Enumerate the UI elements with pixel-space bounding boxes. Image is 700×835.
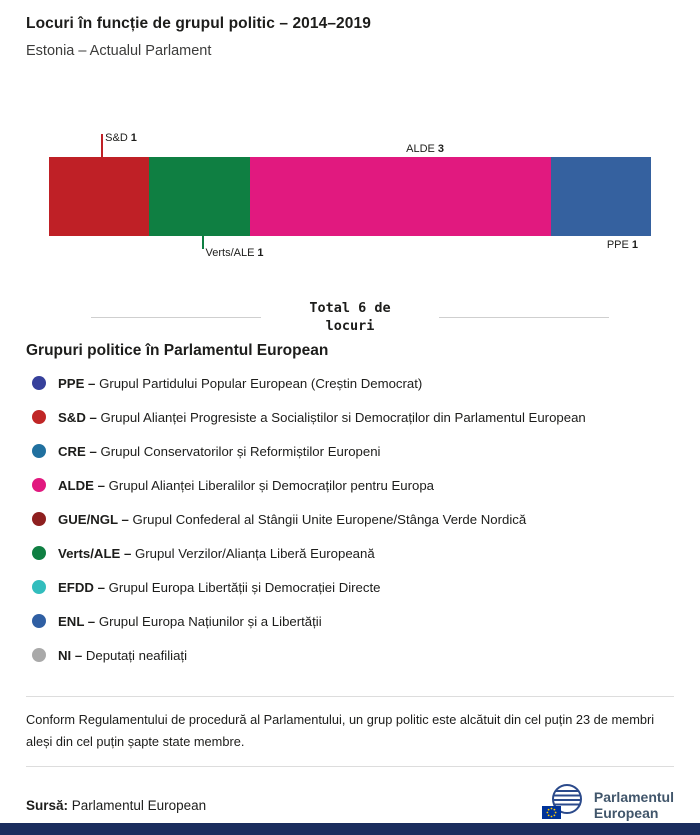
legend-desc-s-d: Grupul Alianței Progresiste a Socialiștilor si Democraților din Parlamentul European <box>100 409 586 425</box>
bar-segment-ppe[interactable] <box>551 157 651 236</box>
legend-abbr-ni: NI – <box>58 647 86 663</box>
chart-area <box>49 117 651 277</box>
legend-item-efdd <box>26 570 674 604</box>
legend-heading: Grupuri politice în Parlamentul European <box>26 342 329 360</box>
legend-item-cre <box>26 434 674 468</box>
legend-desc-enl: Grupul Europa Națiunilor și a Libertății <box>98 613 322 629</box>
total-seats-line1: Total 6 de <box>309 300 391 316</box>
source-text <box>26 798 206 813</box>
bar-segment-verts-ale[interactable] <box>149 157 249 236</box>
legend-abbr-efdd: EFDD – <box>58 579 109 595</box>
legend-text-cre <box>58 444 381 459</box>
page-title: Locuri în funcție de grupul politic – 2014–2019 <box>26 15 371 32</box>
bar-label-group-verts-ale: Verts/ALE <box>205 247 255 259</box>
legend-desc-ppe: Grupul Partidului Popular European (Creștin Democrat) <box>99 375 423 391</box>
legend-text-s-d <box>58 410 586 425</box>
page-subtitle: Estonia – Actualul Parlament <box>26 43 212 59</box>
seat-bar <box>49 157 651 236</box>
legend-item-enl <box>26 604 674 638</box>
divider-source <box>26 766 674 767</box>
legend-dot-enl-icon <box>32 614 46 628</box>
legend-item-ni <box>26 638 674 672</box>
bar-label-verts-ale <box>206 247 264 259</box>
total-left-rule <box>91 317 261 318</box>
footer-bar <box>0 823 700 835</box>
bar-label-group-s-d: S&D <box>105 132 128 144</box>
legend-item-ppe <box>26 366 674 400</box>
bar-segment-alde[interactable] <box>250 157 551 236</box>
callout-line-verts-ale <box>202 236 204 249</box>
legend-abbr-alde: ALDE – <box>58 477 109 493</box>
eu-flag-icon <box>542 806 561 819</box>
footnote: Conform Regulamentului de procedură al Parlamentului, un grup politic este alcătuit din cel puțin 23 de membri aleși din cel puțin șapte state membre. <box>26 712 655 749</box>
legend-text-ni <box>58 648 187 663</box>
legend-dot-alde-icon <box>32 478 46 492</box>
ep-logo-line1: Parlamentul <box>593 789 674 806</box>
total-seats-line2: locuri <box>325 318 375 335</box>
callout-line-s-d <box>101 134 103 157</box>
legend-dot-efdd-icon <box>32 580 46 594</box>
divider-footnote <box>26 696 674 697</box>
legend-text-ppe <box>58 376 422 391</box>
bar-label-seats-verts-ale: 1 <box>257 247 264 259</box>
ep-logo-text <box>594 789 674 821</box>
legend-abbr-verts-ale: Verts/ALE – <box>58 545 135 561</box>
legend-list <box>26 366 674 672</box>
legend-desc-efdd: Grupul Europa Libertății și Democrației Directe <box>108 579 381 595</box>
legend-text-alde <box>58 478 434 493</box>
total-seats-label <box>275 299 425 335</box>
legend-abbr-ppe: PPE – <box>58 375 100 391</box>
legend-item-verts-ale <box>26 536 674 570</box>
source-value: Parlamentul European <box>71 797 207 813</box>
legend-text-gue-ngl <box>58 512 526 527</box>
legend-desc-verts-ale: Grupul Verzilor/Alianța Liberă Europeană <box>134 545 375 561</box>
legend-dot-cre-icon <box>32 444 46 458</box>
legend-desc-gue-ngl: Grupul Confederal al Stângii Unite Europene/Stânga Verde Nordică <box>132 511 527 527</box>
source-label: Sursă: <box>26 797 69 813</box>
legend-dot-gue-ngl-icon <box>32 512 46 526</box>
ep-logo-mark-icon <box>540 783 586 828</box>
bar-label-s-d <box>105 132 137 144</box>
legend-text-verts-ale <box>58 546 375 561</box>
legend-abbr-enl: ENL – <box>58 613 99 629</box>
bar-label-alde <box>406 143 444 155</box>
legend-desc-cre: Grupul Conservatorilor și Reformiștilor Europeni <box>100 443 381 459</box>
legend-item-s-d <box>26 400 674 434</box>
legend-abbr-cre: CRE – <box>58 443 101 459</box>
bar-label-ppe <box>607 239 638 251</box>
legend-text-efdd <box>58 580 380 595</box>
bar-label-group-alde: ALDE <box>406 143 435 155</box>
legend-desc-ni: Deputați neafiliați <box>85 647 188 663</box>
legend-dot-verts-ale-icon <box>32 546 46 560</box>
legend-dot-s-d-icon <box>32 410 46 424</box>
legend-dot-ni-icon <box>32 648 46 662</box>
bar-label-seats-ppe: 1 <box>631 239 638 251</box>
ep-logo[interactable] <box>540 783 674 828</box>
legend-abbr-gue-ngl: GUE/NGL – <box>58 511 133 527</box>
bar-label-group-ppe: PPE <box>606 239 629 251</box>
ep-logo-line2: European <box>593 805 659 822</box>
bar-segment-s-d[interactable] <box>49 157 149 236</box>
total-seats-row <box>91 299 609 335</box>
legend-item-alde <box>26 468 674 502</box>
legend-abbr-s-d: S&D – <box>58 409 101 425</box>
total-right-rule <box>439 317 609 318</box>
legend-item-gue-ngl <box>26 502 674 536</box>
legend-desc-alde: Grupul Alianței Liberalilor și Democraților pentru Europa <box>108 477 435 493</box>
bar-label-seats-alde: 3 <box>437 143 445 155</box>
bar-label-seats-s-d: 1 <box>130 132 137 144</box>
legend-dot-ppe-icon <box>32 376 46 390</box>
legend-text-enl <box>58 614 322 629</box>
